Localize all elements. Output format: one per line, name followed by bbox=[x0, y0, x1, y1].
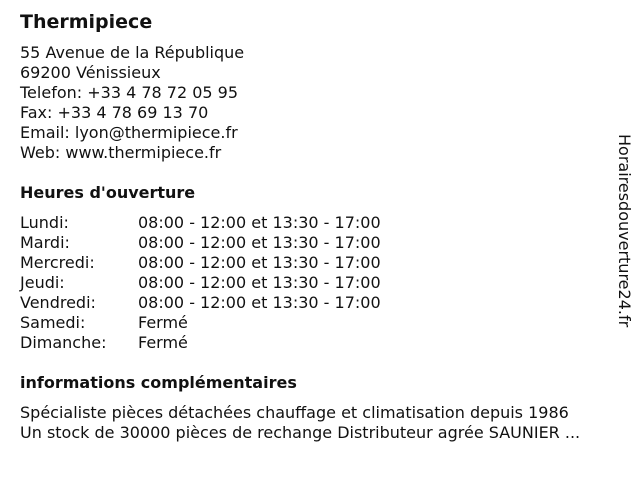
business-name: Thermipiece bbox=[20, 11, 153, 33]
day-label: Lundi: bbox=[20, 213, 69, 232]
additional-info-heading: informations complémentaires bbox=[20, 373, 297, 392]
day-label: Dimanche: bbox=[20, 333, 107, 352]
phone-number: Telefon: +33 4 78 72 05 95 bbox=[20, 83, 239, 102]
day-label: Mardi: bbox=[20, 233, 70, 252]
day-label: Vendredi: bbox=[20, 293, 96, 312]
opening-hours-heading: Heures d'ouverture bbox=[20, 183, 196, 202]
hours-value: Fermé bbox=[138, 313, 188, 332]
hours-value: 08:00 - 12:00 et 13:30 - 17:00 bbox=[138, 273, 381, 292]
hours-value: 08:00 - 12:00 et 13:30 - 17:00 bbox=[138, 253, 381, 272]
day-label: Mercredi: bbox=[20, 253, 95, 272]
info-line: Un stock de 30000 pièces de rechange Distributeur agrée SAUNIER ... bbox=[20, 423, 581, 442]
contact-block bbox=[20, 43, 244, 163]
address-street: 55 Avenue de la République bbox=[20, 43, 245, 62]
day-label: Samedi: bbox=[20, 313, 86, 332]
info-line: Spécialiste pièces détachées chauffage et climatisation depuis 1986 bbox=[20, 403, 569, 422]
hours-value: 08:00 - 12:00 et 13:30 - 17:00 bbox=[138, 233, 381, 252]
address-city: 69200 Vénissieux bbox=[20, 63, 161, 82]
site-watermark: Horairesdouverture24.fr bbox=[615, 134, 634, 328]
website-address: Web: www.thermipiece.fr bbox=[20, 143, 222, 162]
hours-value: 08:00 - 12:00 et 13:30 - 17:00 bbox=[138, 293, 381, 312]
fax-number: Fax: +33 4 78 69 13 70 bbox=[20, 103, 209, 122]
hours-value: 08:00 - 12:00 et 13:30 - 17:00 bbox=[138, 213, 381, 232]
email-address: Email: lyon@thermipiece.fr bbox=[20, 123, 238, 142]
day-label: Jeudi: bbox=[20, 273, 65, 292]
hours-value: Fermé bbox=[138, 333, 188, 352]
additional-info-text bbox=[20, 403, 632, 443]
